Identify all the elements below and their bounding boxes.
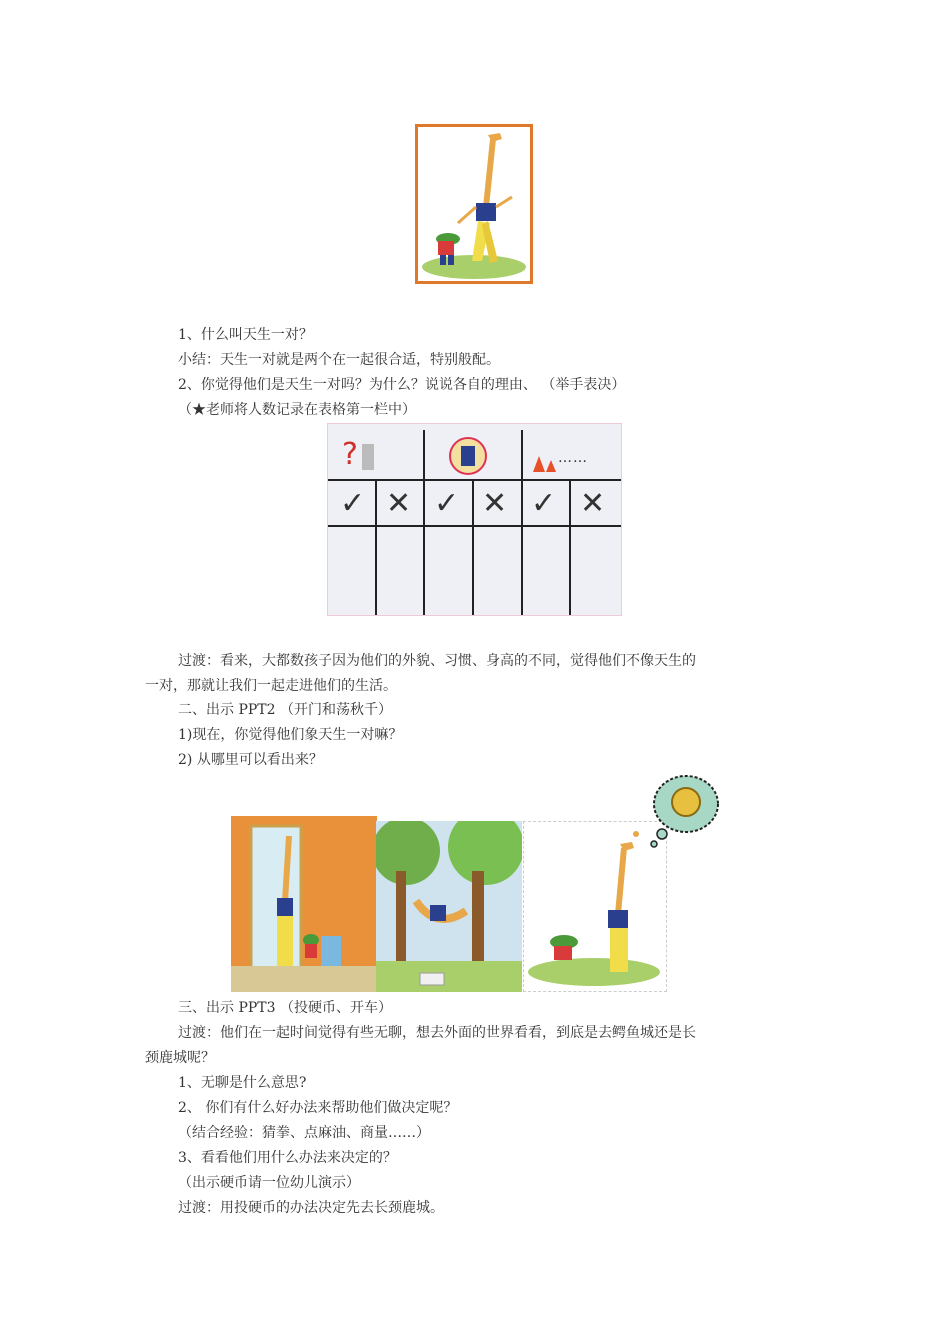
- section-3-question-3: 3、看看他们用什么办法来决定的？: [178, 1150, 397, 1166]
- transition-3: 过渡：用投硬币的办法决定先去长颈鹿城。: [178, 1200, 444, 1216]
- vote-dots: ……: [558, 450, 588, 466]
- transition-2-line-2: 颈鹿城呢？: [145, 1050, 215, 1066]
- coin-demo-note: （出示硬币请一位幼儿演示）: [178, 1175, 360, 1191]
- vote-mark-3: ✓: [434, 486, 460, 521]
- teacher-note: （★老师将人数记录在表格第一栏中）: [178, 402, 416, 418]
- summary-text: 小结：天生一对就是两个在一起很合适，特别般配。: [178, 352, 500, 368]
- vote-mark-5: ✓: [531, 486, 557, 521]
- transition-1-line-1: 过渡：看来，大都数孩子因为他们的外貌、习惯、身高的不同，觉得他们不像天生的: [178, 653, 696, 669]
- giraffe-crocodile-card-image: [415, 124, 533, 284]
- swing-scene-image: [376, 821, 522, 992]
- vote-mark-1: ✓: [340, 486, 366, 521]
- transition-1-line-2: 一对，那就让我们一起走进他们的生活。: [145, 678, 397, 694]
- section-2-heading: 二、出示 PPT2 （开门和荡秋千）: [178, 702, 392, 718]
- section-2-question-2: 2) 从哪里可以看出来？: [178, 752, 323, 768]
- vote-mark-6: ✕: [580, 486, 606, 521]
- svg-text:?: ?: [342, 437, 358, 472]
- question-2: 2、你觉得他们是天生一对吗？为什么？说说各自的理由、 （举手表决）: [178, 377, 626, 393]
- thought-bubble-coin-image: [646, 772, 722, 850]
- transition-2-line-1: 过渡：他们在一起时间觉得有些无聊，想去外面的世界看看，到底是去鳄鱼城还是长: [178, 1025, 696, 1041]
- experience-note: （结合经验：猜拳、点麻油、商量……）: [178, 1125, 430, 1141]
- section-3-heading: 三、出示 PPT3 （投硬币、开车）: [178, 1000, 392, 1016]
- section-3-question-1: 1、无聊是什么意思?: [178, 1075, 307, 1091]
- section-3-question-2: 2、 你们有什么好办法来帮助他们做决定呢？: [178, 1100, 458, 1116]
- door-scene-image: [231, 816, 377, 992]
- vote-mark-4: ✕: [482, 486, 508, 521]
- question-1: 1、什么叫天生一对？: [178, 327, 313, 343]
- vote-mark-2: ✕: [386, 486, 412, 521]
- section-2-question-1: 1)现在，你觉得他们象天生一对嘛？: [178, 727, 403, 743]
- vote-table-image: [327, 423, 622, 616]
